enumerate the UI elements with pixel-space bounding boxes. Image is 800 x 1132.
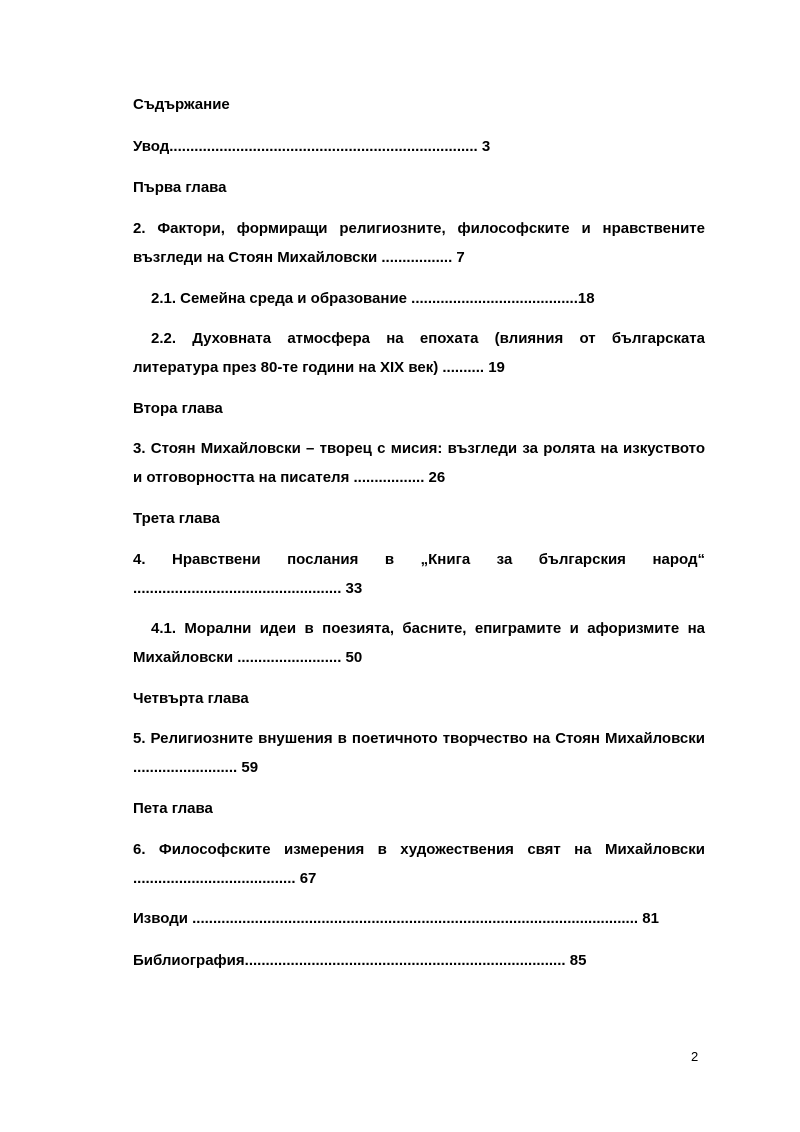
toc-entry-5: 5. Религиозните внушения в поетичното творчество на Стоян Михайловски ......................... 59 [133,730,705,776]
toc-title: Съдържание [133,96,230,113]
toc-entry-conclusions: Изводи ........................................................................................................... 81 [133,910,659,927]
toc-entry-3: 3. Стоян Михайловски – творец с мисия: възгледи за ролята на изкуството и отговорността на писателя ................. 26 [133,440,705,486]
toc-entry-4: 4. Нравствени послания в „Книга за българския народ“ .................................................. 33 [133,551,705,597]
chapter-heading-4: Четвърта глава [133,690,249,707]
toc-entry-4-1: 4.1. Морални идеи в поезията, басните, епиграмите и афоризмите на Михайловски ......................... 50 [133,620,705,666]
toc-entry-intro: Увод.......................................................................... 3 [133,138,491,155]
toc-entry-6: 6. Философските измерения в художествения свят на Михайловски ....................................... 67 [133,841,705,887]
chapter-heading-3: Трета глава [133,510,220,527]
chapter-heading-2: Втора глава [133,400,223,417]
toc-entry-bibliography: Библиография............................................................................. 85 [133,952,587,969]
toc-entry-2-2: 2.2. Духовната атмосфера на епохата (влияния от българската литература през 80-те години на XIX век) .......... 19 [133,330,705,376]
page-number: 2 [691,1049,699,1064]
chapter-heading-5: Пета глава [133,800,213,817]
chapter-heading-1: Първа глава [133,179,227,196]
toc-entry-2-1: 2.1. Семейна среда и образование ........................................18 [151,290,595,307]
toc-entry-2: 2. Фактори, формиращи религиозните, философските и нравствените възгледи на Стоян Михайловски ................. 7 [133,220,705,266]
